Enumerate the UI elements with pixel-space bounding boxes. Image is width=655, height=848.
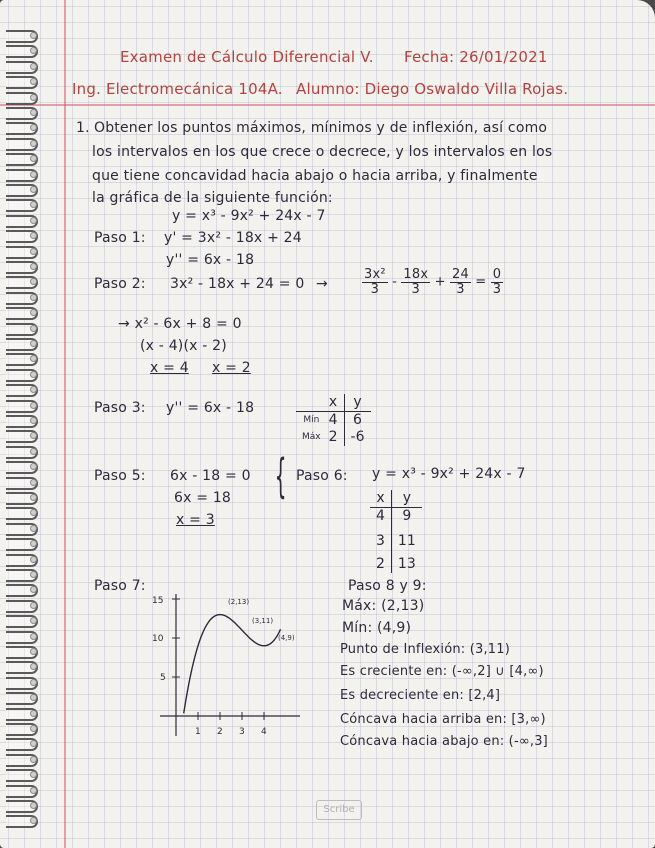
simplified-equation: → x² - 6x + 8 = 0 — [118, 316, 242, 332]
brace-divider: { — [274, 449, 287, 503]
spiral-hole — [30, 417, 37, 424]
paso-3-label: Paso 3: — [94, 400, 146, 416]
program-label: Ing. Electromecánica 104A. — [72, 80, 283, 98]
root-1: x = 4 — [150, 360, 189, 376]
spiral-hole — [30, 802, 37, 809]
spiral-hole — [30, 525, 37, 532]
spiral-hole — [30, 340, 37, 347]
paso-3-equation: y'' = 6x - 18 — [166, 400, 255, 416]
function-curve — [184, 615, 281, 714]
paso-5-line-2: 6x = 18 — [174, 490, 232, 506]
y-tick-label: 5 — [160, 673, 166, 683]
table-header-x: x — [323, 394, 344, 412]
paso-2-arrow: → — [316, 276, 328, 292]
spiral-hole — [30, 94, 37, 101]
problem-line-3: que tiene concavidad hacia abajo o hacia arriba, y finalmente — [92, 168, 538, 184]
paso-7-label: Paso 7: — [94, 578, 146, 594]
exam-date: Fecha: 26/01/2021 — [404, 48, 548, 66]
table-row: 3 11 — [370, 525, 422, 550]
spiral-hole — [30, 171, 37, 178]
function-graph — [140, 586, 310, 756]
x-tick-label: 1 — [195, 727, 201, 737]
spiral-hole — [30, 725, 37, 732]
table-row: 2 13 — [370, 550, 422, 573]
spiral-hole — [30, 633, 37, 640]
spiral-binding — [0, 30, 40, 848]
spiral-hole — [30, 263, 37, 270]
spiral-hole — [30, 248, 37, 255]
inflection-point-label: (3,11) — [252, 617, 274, 625]
spiral-hole — [30, 756, 37, 763]
paso-5-line-1: 6x - 18 = 0 — [170, 468, 251, 484]
spiral-hole — [30, 679, 37, 686]
x-tick-label: 3 — [239, 727, 245, 737]
spiral-hole — [30, 710, 37, 717]
table-row: Máx 2 -6 — [302, 429, 365, 445]
spiral-hole — [30, 217, 37, 224]
paso-6-label: Paso 6: — [296, 468, 348, 484]
paso-2-label: Paso 2: — [94, 276, 146, 292]
spiral-hole — [30, 556, 37, 563]
function-equation: y = x³ - 9x² + 24x - 7 — [172, 208, 326, 224]
problem-line-4: la gráfica de la siguiente función: — [92, 190, 333, 206]
table-row: 4 9 — [370, 508, 422, 526]
table-row: Mín 4 6 — [303, 412, 362, 428]
spiral-hole — [30, 448, 37, 455]
spiral-hole — [30, 140, 37, 147]
values-table — [370, 490, 422, 573]
fraction-4: $\frac{0}{3}$ — [492, 267, 502, 297]
concave-down-interval: Cóncava hacia abajo en: (-∞,3] — [340, 734, 548, 749]
spiral-hole — [30, 109, 37, 116]
spiral-hole — [30, 787, 37, 794]
problem-line-1: Obtener los puntos máximos, mínimos y de inflexión, así como — [94, 120, 548, 136]
paso-2-equation: 3x² - 18x + 24 = 0 — [170, 276, 305, 292]
margin-line — [64, 0, 66, 848]
minimum-point: Mín: (4,9) — [342, 620, 412, 636]
second-derivative: y'' = 6x - 18 — [166, 252, 255, 268]
maximum-point: Máx: (2,13) — [342, 598, 425, 614]
y-tick-label: 10 — [152, 634, 164, 644]
paso-1-label: Paso 1: — [94, 230, 146, 246]
root-2: x = 2 — [212, 360, 251, 376]
spiral-hole — [30, 479, 37, 486]
spiral-hole — [30, 494, 37, 501]
problem-number: 1. — [76, 120, 90, 136]
spiral-hole — [30, 32, 37, 39]
spiral-hole — [30, 186, 37, 193]
spiral-hole — [30, 63, 37, 70]
x-tick-label: 4 — [261, 727, 267, 737]
min-point-label: (4,9) — [278, 634, 295, 642]
exam-title: Examen de Cálculo Diferencial V. — [120, 48, 374, 66]
student-name: Alumno: Diego Oswaldo Villa Rojas. — [296, 80, 569, 98]
table-header-y: y — [344, 394, 370, 412]
factored-form: (x - 4)(x - 2) — [140, 338, 227, 354]
spiral-hole — [30, 571, 37, 578]
paso-2-division: $\frac{\text{3x²}}{3}$ - $\frac{18x}{3}$ + $\frac{24}{3}$ = $\frac{0}{3}$ — [364, 267, 502, 297]
paso-5-label: Paso 5: — [94, 468, 146, 484]
inflection-x: x = 3 — [176, 512, 215, 528]
table-header-y: y — [391, 490, 421, 508]
spiral-hole — [30, 402, 37, 409]
max-point-label: (2,13) — [228, 598, 250, 606]
spiral-hole — [30, 648, 37, 655]
spiral-hole — [30, 602, 37, 609]
brand-stamp: Scribe — [316, 800, 362, 820]
table-header-x: x — [370, 490, 391, 508]
concave-up-interval: Cóncava hacia arriba en: [3,∞) — [340, 712, 546, 727]
spiral-hole — [30, 371, 37, 378]
problem-line-2: los intervalos en los que crece o decrece, y los intervalos en los — [92, 144, 553, 160]
header-line — [0, 104, 655, 106]
spiral-hole — [30, 325, 37, 332]
inflection-point: Punto de Inflexión: (3,11) — [340, 642, 510, 657]
spiral-hole — [30, 294, 37, 301]
x-tick-label: 2 — [217, 727, 223, 737]
fraction-2: $\frac{18x}{3}$ — [403, 267, 429, 297]
paso-6-equation: y = x³ - 9x² + 24x - 7 — [372, 466, 526, 482]
paso-8-9-label: Paso 8 y 9: — [348, 578, 427, 594]
fraction-3: $\frac{24}{3}$ — [452, 267, 469, 297]
decreasing-interval: Es decreciente en: [2,4] — [340, 688, 501, 703]
first-derivative: y' = 3x² - 18x + 24 — [164, 230, 302, 246]
increasing-interval: Es creciente en: (-∞,2] ∪ [4,∞) — [340, 664, 544, 679]
critical-points-table — [296, 394, 371, 446]
y-tick-label: 15 — [152, 596, 164, 606]
fraction-1: $\frac{\text{3x²}}{3}$ — [364, 267, 386, 297]
